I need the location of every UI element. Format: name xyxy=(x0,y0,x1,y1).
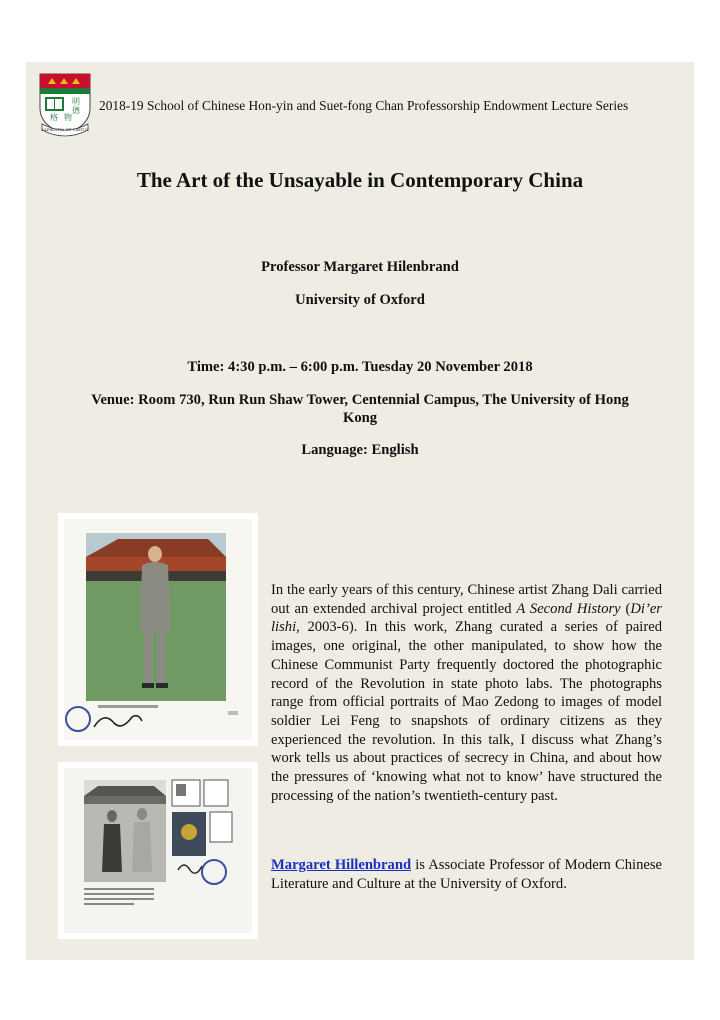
venue-line-2: Kong xyxy=(342,410,378,426)
speaker-bio xyxy=(271,856,662,893)
speaker-name: Professor Margaret Hilenbrand xyxy=(261,259,459,275)
event-venue xyxy=(56,391,664,427)
mao-portrait-image xyxy=(58,513,258,746)
svg-text:德: 德 xyxy=(72,106,80,115)
artwork-photo-manipulated xyxy=(58,762,258,939)
speaker-bio-text: is Associate Professor of Modern Chinese Literature and Culture at the University of Oxford. xyxy=(271,857,662,892)
paired-bw-image xyxy=(58,762,258,939)
event-time: Time: 4:30 p.m. – 6:00 p.m. Tuesday 20 November 2018 xyxy=(187,359,533,375)
abstract-text-1: In the early years of this century, Chinese artist Zhang Dali carried out an extended archival project entitled xyxy=(271,582,662,617)
artwork-title-pinyin: Di’er lishi xyxy=(271,600,662,636)
abstract-text-3: , 2003-6). In this work, Zhang curated a series of paired images, one original, the other manipulated, to show how the Chinese Communist Party frequently doctored the photographic record of the Revolution in state photo labs. The photographs range from official portraits of Mao Zedong to images of model soldier Lei Feng to snapshots of ordinary citizens as they experienced the revolution. In this talk, I discuss what Zhang’s work tells us about practices of secrecy in China, and about how the pressures of ‘knowing what not to know’ have structured the processing of the nation’s twentieth-century past. xyxy=(271,619,662,804)
svg-text:SAPIENTIA ET VIRTUS: SAPIENTIA ET VIRTUS xyxy=(41,127,89,132)
hku-crest-logo xyxy=(38,72,92,138)
speaker-affiliation: University of Oxford xyxy=(295,292,425,308)
poster xyxy=(26,62,694,960)
speaker-profile-link[interactable]: Margaret Hillenbrand xyxy=(271,857,412,873)
lecture-abstract xyxy=(271,581,662,805)
event-language: Language: English xyxy=(301,442,419,458)
lecture-title: The Art of the Unsayable in Contemporary China xyxy=(136,168,584,192)
svg-text:格: 格 xyxy=(50,113,58,122)
artwork-title-english: A Second History xyxy=(516,600,621,617)
artwork-photo-original xyxy=(58,513,258,746)
lecture-series-name: 2018-19 School of Chinese Hon-yin and Suet-fong Chan Professorship Endowment Lecture Series xyxy=(99,98,629,113)
svg-text:明: 明 xyxy=(72,97,80,106)
venue-line-1: Venue: Room 730, Run Run Shaw Tower, Centennial Campus, The University of Hong xyxy=(91,392,629,408)
abstract-text-2: ( xyxy=(620,600,631,617)
svg-text:物: 物 xyxy=(64,113,72,122)
